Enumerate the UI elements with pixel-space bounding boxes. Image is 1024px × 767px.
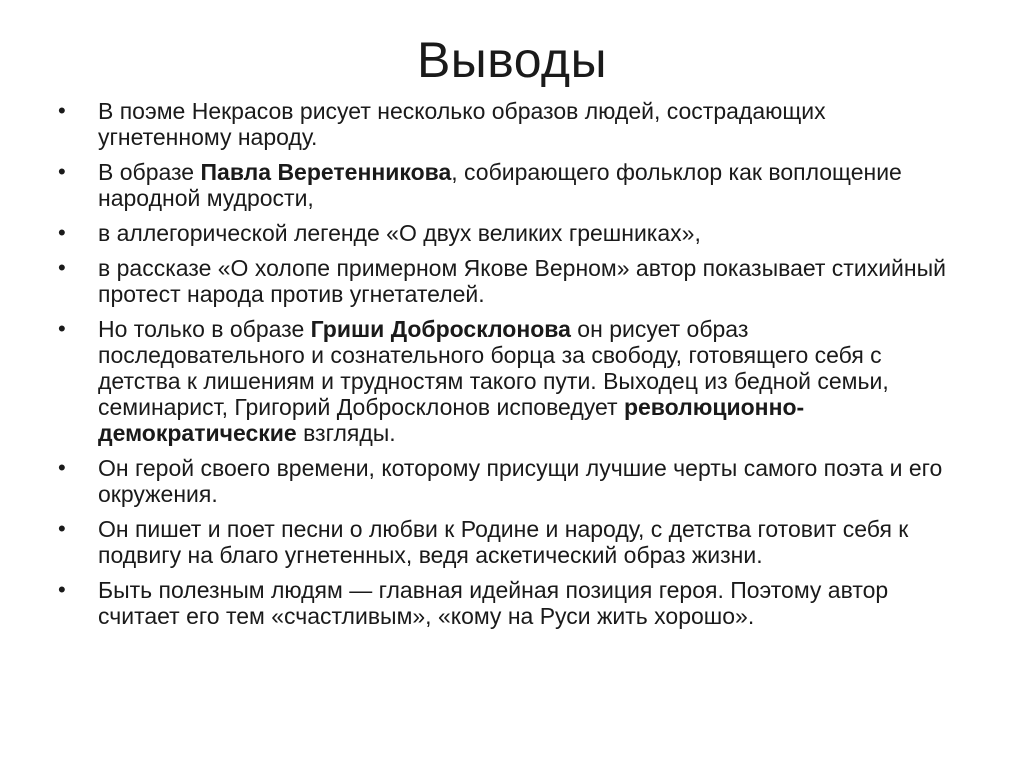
- bullet-bold-text: Павла Веретенникова: [200, 159, 452, 185]
- bullet-icon: •: [58, 220, 66, 245]
- bullet-list: [58, 98, 958, 638]
- bullet-text: в рассказе «О холопе примерном Якове Верном» автор показывает стихийный протест народа против угнетателей.: [98, 255, 946, 307]
- bullet-text: В образе: [98, 159, 201, 185]
- bullet-icon: •: [58, 98, 66, 123]
- bullet-item: [58, 577, 958, 629]
- bullet-item: [58, 455, 958, 507]
- bullet-item: [58, 98, 958, 150]
- bullet-text: Он герой своего времени, которому присущи лучшие черты самого поэта и его окружения.: [98, 455, 943, 507]
- bullet-icon: •: [58, 255, 66, 280]
- slide-title: Выводы: [416, 32, 608, 88]
- bullet-text: Он пишет и поет песни о любви к Родине и народу, с детства готовит себя к подвигу на благо угнетенных, ведя аскетический образ жизни.: [98, 516, 909, 568]
- bullet-text: В поэме Некрасов рисует несколько образов людей, сострадающих угнетенному народу.: [98, 98, 826, 150]
- bullet-icon: •: [58, 455, 66, 480]
- bullet-item: [58, 255, 958, 307]
- bullet-icon: •: [58, 159, 66, 184]
- bullet-text-continued: , собирающего фольклор как воплощение народной мудрости,: [98, 159, 902, 211]
- bullet-text-continued: он рисует образ последовательного и сознательного борца за свободу, готовящего себя с детства к лишениям и трудностям такого пути. Выходец из бедной семьи, семинарист, Григорий Добросклонов исповедует: [98, 316, 889, 420]
- bullet-item: [58, 516, 958, 568]
- bullet-text: в аллегорической легенде «О двух великих грешниках»,: [98, 220, 701, 246]
- bullet-item: [58, 220, 958, 246]
- bullet-bold-text: Гриши Добросклонова: [310, 316, 571, 342]
- bullet-text: Быть полезным людям — главная идейная позиция героя. Поэтому автор считает его тем «счастливым», «кому на Руси жить хорошо».: [98, 577, 889, 629]
- bullet-bold-text-2: революционно-демократические: [98, 394, 805, 446]
- bullet-text: Но только в образе: [98, 316, 311, 342]
- bullet-icon: •: [58, 516, 66, 541]
- bullet-item: [58, 316, 958, 446]
- bullet-icon: •: [58, 316, 66, 341]
- bullet-icon: •: [58, 577, 66, 602]
- bullet-text-tail: взгляды.: [296, 420, 396, 446]
- bullet-item: [58, 159, 958, 211]
